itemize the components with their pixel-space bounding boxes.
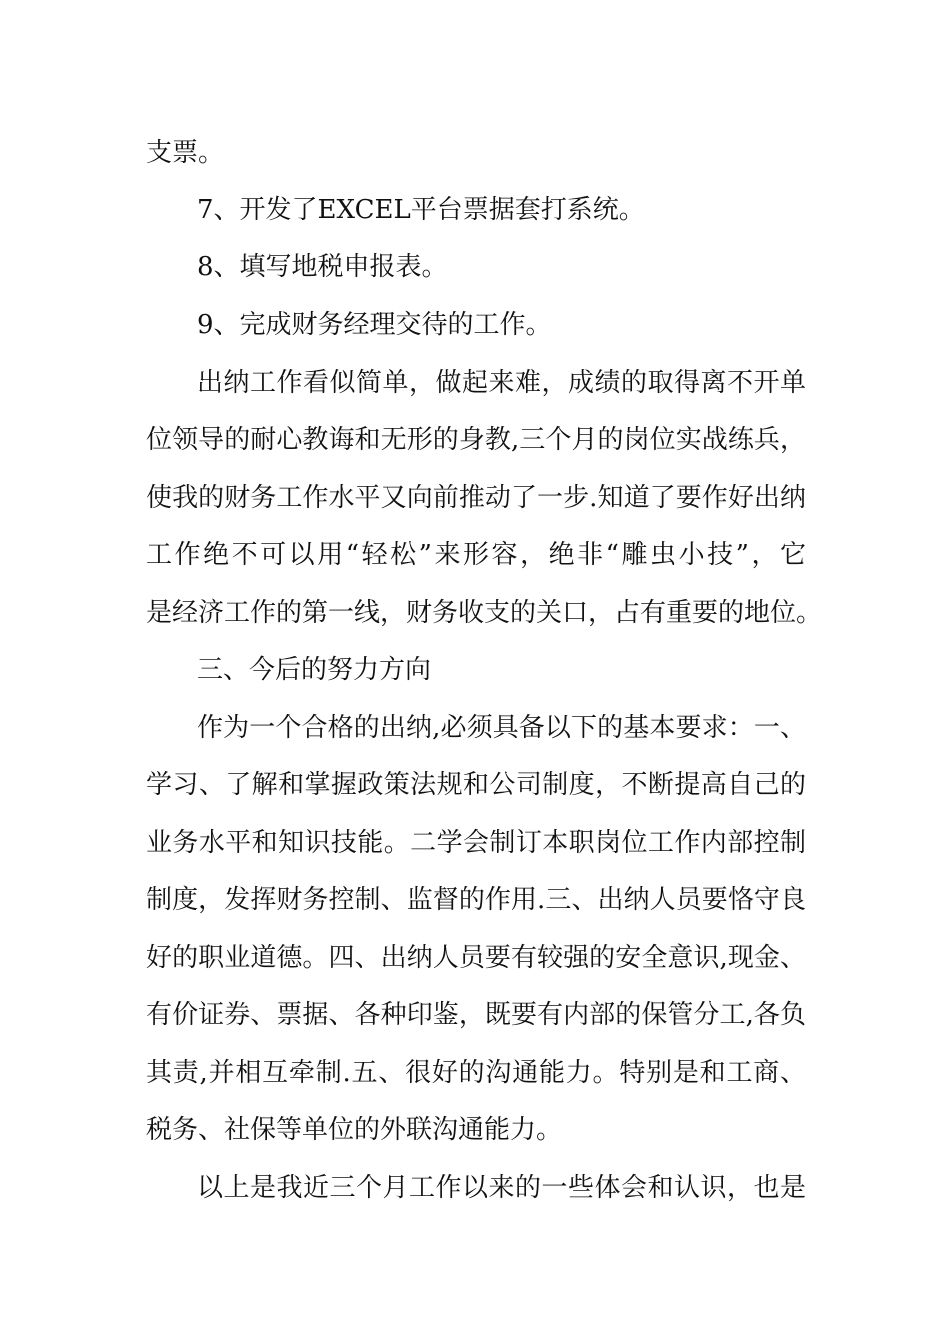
- list-item-8: 8、填写地税申报表。: [197, 252, 448, 282]
- paragraph-line: 制度，发挥财务控制、监督的作用.三、出纳人员要恪守良: [146, 885, 806, 915]
- paragraph-line: 位领导的耐心教诲和无形的身教,三个月的岗位实战练兵，: [146, 425, 806, 455]
- paragraph-line: 使我的财务工作水平又向前推动了一步.知道了要作好出纳: [146, 483, 806, 513]
- list-item-9: 9、完成财务经理交待的工作。: [197, 310, 552, 340]
- paragraph-line: 支票。: [146, 138, 225, 168]
- paragraph-line: 出纳工作看似简单，做起来难，成绩的取得离不开单: [197, 368, 806, 398]
- paragraph-line: 业务水平和知识技能。二学会制订本职岗位工作内部控制: [146, 828, 806, 858]
- list-item-7: 7、开发了EXCEL平台票据套打系统。: [197, 195, 645, 225]
- paragraph-line: 好的职业道德。四、出纳人员要有较强的安全意识,现金、: [146, 943, 806, 973]
- paragraph-line: 其责,并相互牵制.五、很好的沟通能力。特别是和工商、: [146, 1058, 806, 1088]
- paragraph-line: 是经济工作的第一线，财务收支的关口，占有重要的地位。: [146, 598, 823, 628]
- paragraph-line: 有价证券、票据、各种印鉴，既要有内部的保管分工,各负: [146, 1000, 806, 1030]
- paragraph-line: 税务、社保等单位的外联沟通能力。: [146, 1115, 563, 1145]
- paragraph-line: 学习、了解和掌握政策法规和公司制度，不断提高自己的: [146, 770, 806, 800]
- paragraph-line: 工作绝不可以用“轻松”来形容，绝非“雕虫小技”，它: [146, 540, 806, 570]
- paragraph-line: 作为一个合格的出纳,必须具备以下的基本要求：一、: [197, 713, 806, 743]
- paragraph-line: 以上是我近三个月工作以来的一些体会和认识，也是: [197, 1173, 806, 1203]
- section-heading: 三、今后的努力方向: [197, 655, 432, 685]
